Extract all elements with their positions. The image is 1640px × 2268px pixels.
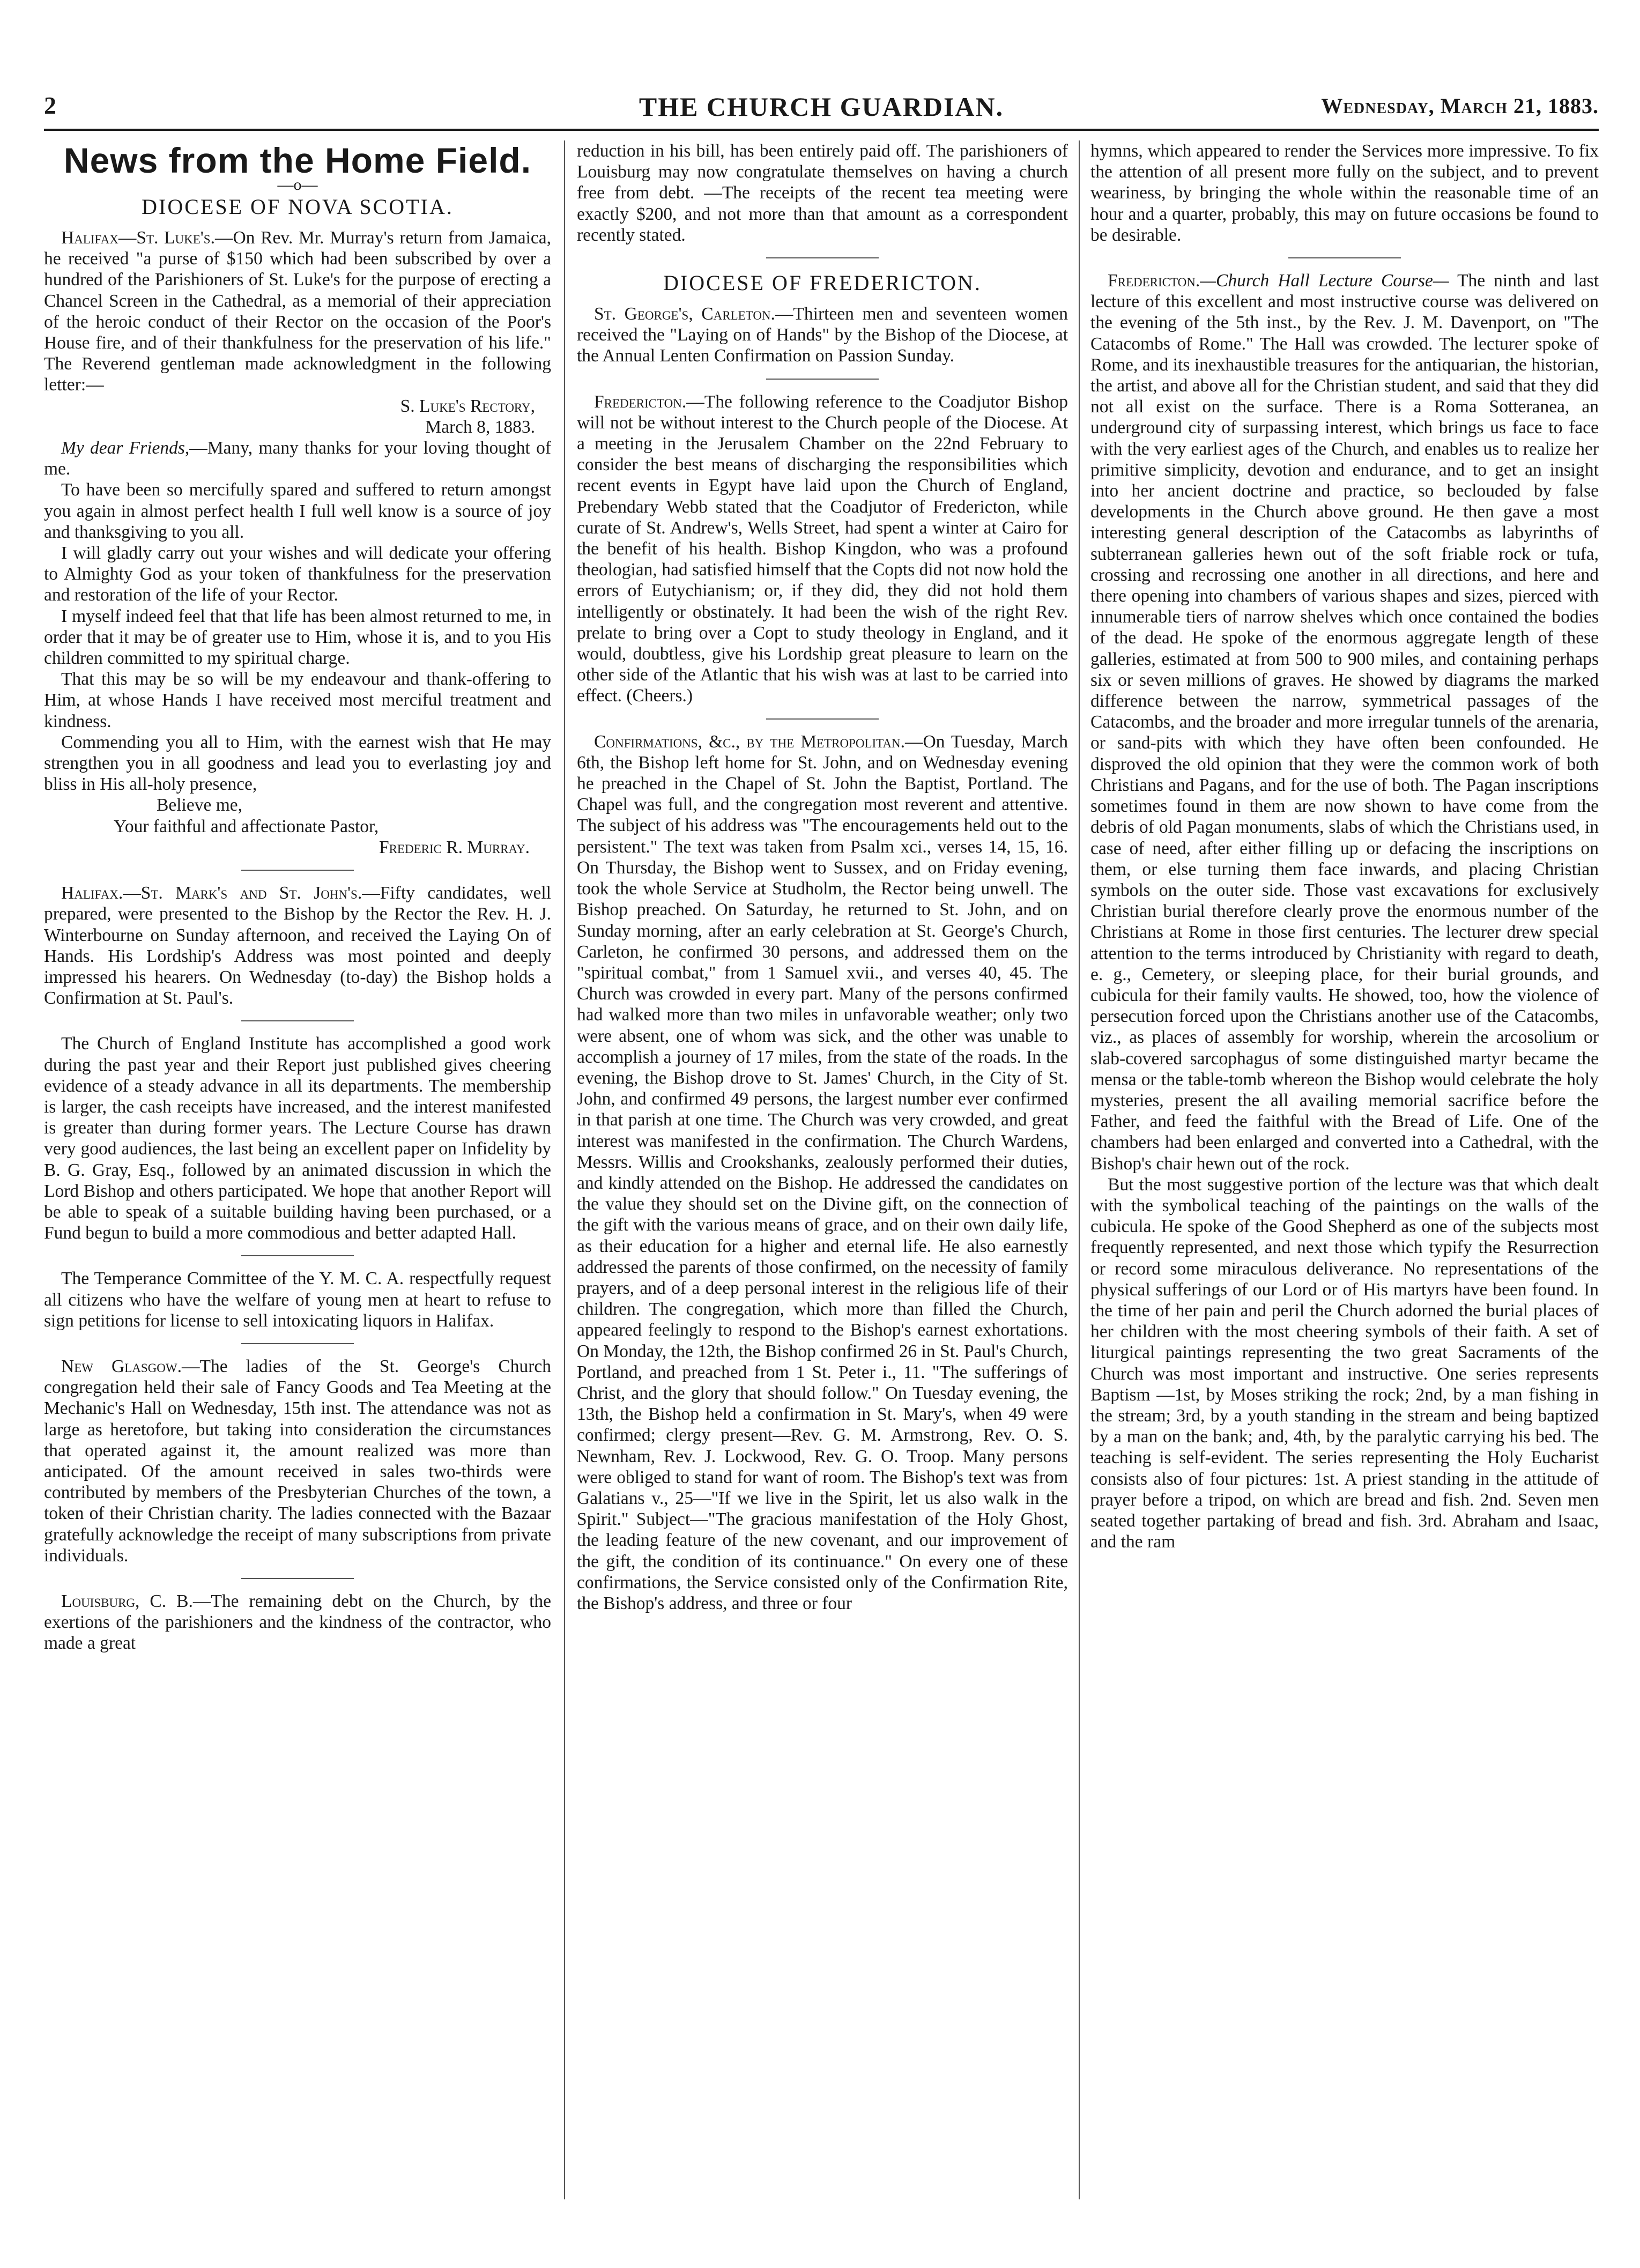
column-1 <box>44 140 551 2199</box>
article-fredericton-coadjutor: Fredericton.—The following reference to the Coadjutor Bishop will not be without interest to the Church people of the Diocese. At a meeting in the Jerusalem Chamber on the 22nd February to consider the best means of discharging the responsibilities which recent events in Egypt have laid upon the Church of England, Prebendary Webb stated that the Coadjutor of Fredericton, while curate of St. Andrew's, Wells Street, had spent a winter at Cairo for the benefit of his health. Bishop Kingdon, who was a profound theologian, had satisfied himself that the Copts did not now hold the errors of Eutychianism; or, if they did, they did not hold them intelligently or obstinately. It had been the wish of the right Rev. prelate to bring over a Copt to study theology in England, and it would, doubtless, give his Lordship great pleasure to learn on the other side of the Atlantic that his wish was at last to be carried into effect. (Cheers.) <box>577 391 1068 706</box>
column-2 <box>577 140 1068 2199</box>
separator <box>766 257 879 258</box>
article-halifax-st-lukes <box>44 227 551 396</box>
ornament: —o— <box>277 176 318 194</box>
diocese-heading-nova-scotia: DIOCESE OF NOVA SCOTIA. <box>142 195 454 219</box>
column-3 <box>1090 140 1599 2199</box>
letter-date: March 8, 1883. <box>425 417 535 437</box>
article-temperance: The Temperance Committee of the Y. M. C. A. respectfully request all citizens who have the welfare of young men at heart to refuse to sign petitions for license to sell intoxicating liquors in Halifax. <box>44 1269 551 1331</box>
letter-place: S. Luke's Rectory, <box>400 396 535 416</box>
article-halifax-st-marks: Halifax.—St. Mark's and St. John's.—Fifty candidates, well prepared, were presented to the Bishop by the Rector the Rev. H. J. Winterbourne on Sunday afternoon, and received the Laying On of Hands. His Lordship's Address was most pointed and deeply impressed his hearers. On Wednesday (to-day) the Bishop holds a Confirmation at St. Paul's. <box>44 883 551 1009</box>
letter-paragraph: I myself indeed feel that that life has been almost returned to me, in order that it may be of greater use to Him, whose it is, and to you His children committed to my spiritual charge. <box>44 606 551 669</box>
separator <box>241 1578 354 1579</box>
letter-close: Believe me, <box>157 795 242 816</box>
article-text: —On Rev. Mr. Murray's return from Jamaica, he received "a purse of $150 which had been subscribed by over a hundred of the Parishioners of St. Luke's for the purpose of erecting a Chancel Screen in the Cathedral, as a memorial of their appreciation of the heroic conduct of their Rector on the occasion of the Poor's House fire, and of their thankfulness for the preservation of his life." The Reverend gentleman made acknowledgment in the following letter:— <box>44 228 551 395</box>
article-confirmations: Confirmations, &c., by the Metropolitan.—On Tuesday, March 6th, the Bishop left home for St. John, and on Wednesday evening he preached in the Chapel of St. John the Baptist, Portland. The Chapel was full, and the congregation most reverent and attentive. The subject of his address was "The encouragements held out to the persistent." The text was taken from Psalm xci., verses 14, 15, 16. On Thursday, the Bishop went to Sussex, and on Friday evening, took the whole Service at Studholm, the Rector being unwell. The Bishop preached. On Saturday, he returned to St. John, and on Sunday morning, after an early celebration at St. George's Church, Carleton, he confirmed 30 persons, and addressed them on the "spiritual combat," from 1 Samuel xvii., and verses 40, 45. The Church was crowded in every part. Many of the persons confirmed had walked more than two miles in unfavorable weather; only two were absent, one of whom was sick, and the other was unable to accomplish a journey of 17 miles, from the state of the roads. In the evening, the Bishop drove to St. James' Church, in the City of St. John, and confirmed 49 persons, the largest number ever confirmed in that parish at one time. The Church was very crowded, and great interest was manifested in the confirmation. The Church Wardens, Messrs. Willis and Crookshanks, zealously performed their duties, and kindly attended on the Bishop. He addressed the candidates on the value they should set on the Divine gift, on the connection of the gift with the various means of grace, and on their own daily life, as their education for a higher and eternal life. He also earnestly addressed the parents of those confirmed, on the necessity of family prayers, and of a deep personal interest in the religious life of their children. The congregation, which more than filled the Church, appeared feelingly to respond to the Bishop's earnest exhortations. On Monday, the 12th, the Bishop confirmed 26 in St. Paul's Church, Portland, and preached from 1 St. Peter i., 11. "The sufferings of Christ, and the glory that should follow." On Tuesday evening, the 13th, the Bishop held a confirmation in St. Mary's, when 49 were confirmed; clergy present—Rev. G. M. Armstrong, Rev. O. S. Newnham, Rev. J. Lockwood, Rev. G. O. Troop. Many persons were obliged to stand for want of room. The Bishop's text was from Galatians v., 25—"If we live in the Spirit, let us also walk in the Spirit." Subject—"The gracious manifestation of the Holy Ghost, the leading feature of the new covenant, and our improvement of the gift, the condition of its continuance." On every one of these confirmations, the Service consisted only of the Confirmation Rite, the Bishop's address, and three or four <box>577 731 1068 1613</box>
article-church-institute: The Church of England Institute has accomplished a good work during the past year and their Report just published gives cheering evidence of a steady advance in all its departments. The membership is larger, the cash receipts have increased, and the interest manifested is greater than during former years. The Lecture Course has drawn very good audiences, the last being an excellent paper on Infidelity by B. G. Gray, Esq., followed by an animated discussion in which the Lord Bishop and others participated. We hope that another Report will be able to speak of a suitable building having been purchased, or a Fund begun to build a more commodious and better adapted Hall. <box>44 1034 551 1243</box>
issue-date: Wednesday, March 21, 1883. <box>1321 94 1599 118</box>
article-confirmations-continued: hymns, which appeared to render the Services more impressive. To fix the attention of all present more fully on the subject, and to prevent weariness, by bringing the whole within the reasonable time of an hour and a quarter, probably, this may on future occasions be found to be desirable. <box>1090 141 1599 245</box>
letter-salutation: My dear Friends, <box>61 438 190 458</box>
separator <box>241 1343 354 1344</box>
page-number: 2 <box>44 92 56 119</box>
letter-paragraph: To have been so mercifully spared and suffered to return amongst you again in almost perfect health I full well know is a source of joy and thanksgiving to you all. <box>44 480 551 542</box>
letter-signature: Frederic R. Murray. <box>379 837 530 857</box>
article-st-georges-carleton: St. George's, Carleton.—Thirteen men and seventeen women received the "Laying on of Hands" by the Bishop of the Diocese, at the Annual Lenten Confirmation on Passion Sunday. <box>577 304 1068 366</box>
letter-paragraph: Commending you all to Him, with the earnest wish that He may strengthen you in all goodness and lead you to everlasting joy and bliss in His all-holy presence, <box>44 732 551 795</box>
separator <box>241 870 354 871</box>
separator <box>1288 257 1401 258</box>
article-new-glasgow: New Glasgow.—The ladies of the St. George's Church congregation held their sale of Fancy Goods and Tea Meeting at the Mechanic's Hall on Wednesday, 15th inst. The attendance was not as large as heretofore, but taking into consideration the circumstances that operated against it, the amount realized was more than anticipated. Of the amount received in sales two-thirds were contributed by members of the Presbyterian Churches of the town, a token of their Christian charity. The ladies connected with the Bazaar gratefully acknowledge the receipt of many subscriptions from private individuals. <box>44 1356 551 1566</box>
masthead <box>44 91 1599 131</box>
separator <box>766 718 879 720</box>
column-rule-2 <box>1079 140 1080 2199</box>
letter-close: Your faithful and affectionate Pastor, <box>114 816 379 836</box>
article-church-hall-lecture: Fredericton.—Church Hall Lecture Course— The ninth and last lecture of this excellent and most instructive course was delivered on the evening of the 5th inst., by the Rev. J. M. Davenport, on "The Catacombs of Rome." The Hall was crowded. The lecturer spoke of Rome, and its inexhaustible treasures for the antiquarian, the historian, the artist, and above all for the Christian student, and said that they did not all exist on the surface. There is a Roma Sotteranea, an underground city of surpassing interest, which brings us face to face with the very earliest ages of the Church, and enables us to realize her primitive simplicity, devotion and endurance, and to get an insight into her ancient doctrine and practice, so beclouded by false developments in the Church above ground. He then gave a most interesting general description of the Catacombs as labyrinths of subterranean galleries hewn out of the soft friable rock or tufa, crossing and recrossing one another in all directions, and here and there opening into chambers of various shapes and sizes, pierced with innumerable tiers of narrow shelves which once contained the bodies of the dead. He spoke of the enormous aggregate length of these galleries, estimated at from 500 to 900 miles, and containing perhaps six or seven millions of graves. He showed by diagrams the marked difference between the narrow, symmetrical passages of the Catacombs, and the broader and more irregular tunnels of the arenaria, or sand-pits with which they have often been confounded. He disproved the old opinion that they were the common work of both Christians and Pagans, and for the use of both. The Pagan inscriptions sometimes found in them are now shown to have come from the debris of old Pagan monuments, slabs of which the Christians used, in case of need, after either filling up or defacing the inscriptions on them, or else turning them face inwards, and placing Christian symbols on the outer side. Those vast excavations for exclusively Christian burial therefore clearly prove the enormous number of the Christians at Rome in those first centuries. The lecturer drew special attention to the terms introduced by Christianity with regard to death, e. g., Cemetery, or sleeping place, for their burial grounds, and cubicula for their family vaults. He showed, too, how the violence of persecution forced upon the Christians another use of the Catacombs, viz., as places of assembly for worship, wherein the arcosolium or slab-covered sarcophagus of some distinguished martyr became the mensa or the table-tomb whereon the Bishop would celebrate the holy mysteries, present the all availing memorial sacrifice before the Father, and feed the faithful with the Bread of Life. One of the chambers had been enlarged and converted into a Cathedral, with the Bishop's chair hewn out of the rock. <box>1090 271 1599 1174</box>
separator <box>766 379 879 380</box>
article-lead: Halifax—St. Luke's. <box>61 228 215 248</box>
article-louisburg-continued: reduction in his bill, has been entirely paid off. The parishioners of Louisburg may now congratulate themselves on having a church free from debt. —The receipts of the recent tea meeting were exactly $200, and not more than that amount as a correspondent recently stated. <box>577 141 1068 245</box>
separator <box>241 1255 354 1256</box>
letter-paragraph: My dear Friends,—Many, many thanks for your loving thought of me. <box>44 438 551 479</box>
diocese-heading-fredericton: DIOCESE OF FREDERICTON. <box>663 271 982 295</box>
letter-paragraph: That this may be so will be my endeavour and thank-offering to Him, at whose Hands I have received most merciful treatment and kindness. <box>44 669 551 731</box>
letter-paragraph: I will gladly carry out your wishes and will dedicate your offering to Almighty God as your token of thankfulness for the preservation and restoration of the life of your Rector. <box>44 543 551 605</box>
separator <box>241 1020 354 1021</box>
column-rule-1 <box>564 140 565 2199</box>
section-title: News from the Home Field. <box>63 140 532 180</box>
article-louisburg: Louisburg, C. B.—The remaining debt on the Church, by the exertions of the parishioners and the kindness of the contractor, who made a great <box>44 1591 551 1654</box>
article-lecture-paintings: But the most suggestive portion of the lecture was that which dealt with the symbolical teaching of the paintings on the walls of the cubicula. He spoke of the Good Shepherd as one of the subjects most frequently represented, and next those which typify the Resurrection or record some miraculous deliverance. No representations of the physical sufferings of our Lord or of His martyrs have been found. In the time of her pain and peril the Church adorned the burial places of her children with the most cheering symbols of their faith. A set of liturgical paintings representing the two great Sacraments of the Church was most important and instructive. One series represents Baptism —1st, by Moses striking the rock; 2nd, by a man fishing in the stream; 3rd, by a youth standing in the stream and being baptized by a man on the bank; and, 4th, by the paralytic carrying his bed. The teaching is self-evident. The series representing the Holy Eucharist consists also of four pictures: 1st. A priest standing in the attitude of prayer before a tripod, on which are bread and fish. 2nd. Seven men seated together partaking of bread and fish. 3rd. Abraham and Isaac, and the ram <box>1090 1174 1599 1552</box>
newspaper-title: THE CHURCH GUARDIAN. <box>639 92 1004 122</box>
